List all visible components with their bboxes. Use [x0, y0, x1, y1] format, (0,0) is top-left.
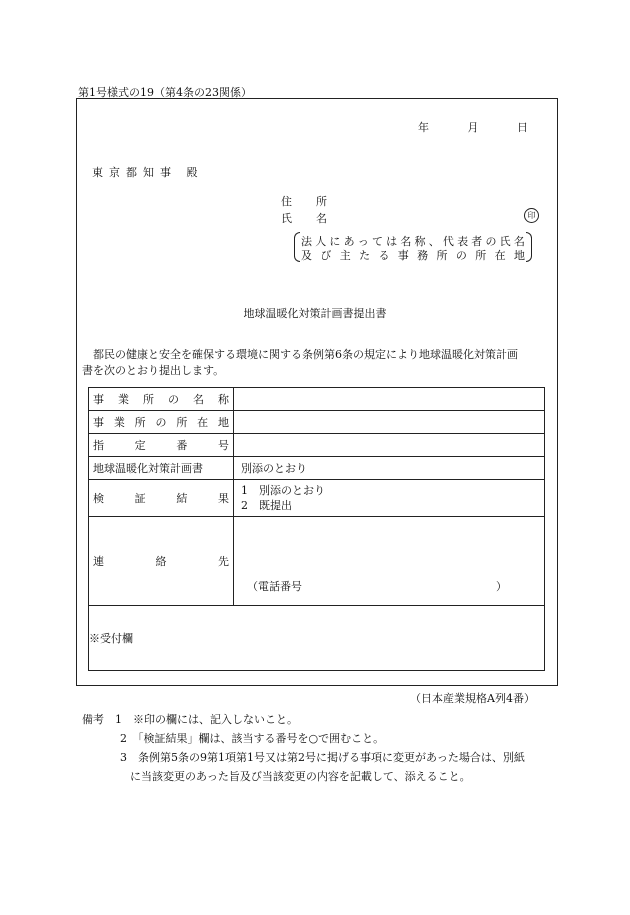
address-label — [281, 193, 327, 209]
note-char: 代 — [442, 235, 454, 248]
label-char: 地 — [217, 416, 229, 429]
label-char: 事 — [93, 393, 104, 406]
note-char: 人 — [315, 235, 327, 248]
office-name-field[interactable] — [234, 388, 545, 411]
date-month: 月 — [467, 121, 479, 134]
note-char: 名 — [400, 235, 412, 248]
address-label-char: 所 — [316, 195, 327, 208]
note-char: て — [371, 235, 383, 248]
note-char: 事 — [397, 249, 409, 262]
plan-value: 別添のとおり — [234, 457, 545, 480]
note-char: 及 — [301, 249, 312, 262]
label-char: 定 — [134, 439, 146, 452]
label-char: 連 — [93, 555, 104, 568]
paper-size-note: （日本産業規格A列4番） — [410, 692, 535, 705]
phone-number-line — [247, 578, 507, 594]
document-title: 地球温暖化対策計画書提出書 — [243, 307, 387, 320]
remarks-heading: 備考 — [82, 713, 104, 726]
name-label-char: 名 — [316, 212, 327, 225]
plan-label: 地球温暖化対策計画書 — [89, 457, 234, 480]
label-char: 在 — [197, 416, 209, 429]
note-char: た — [359, 249, 371, 262]
label-char: 号 — [217, 439, 229, 452]
corporate-note — [294, 232, 532, 262]
corporate-note-line2 — [301, 247, 525, 263]
date-day: 日 — [517, 121, 528, 134]
note-char: 主 — [339, 249, 351, 262]
note-char: 在 — [494, 249, 506, 262]
note-char: 、 — [428, 235, 440, 248]
note-char: の — [455, 249, 467, 262]
addressee: 東京都知事 殿 — [92, 166, 204, 179]
office-name-label — [89, 388, 234, 411]
name-label-char: 氏 — [281, 212, 292, 225]
label-char: 絡 — [155, 555, 167, 568]
table-row — [89, 517, 545, 606]
note-char: び — [320, 249, 332, 262]
label-char: 先 — [218, 555, 229, 568]
note-char: 務 — [417, 249, 429, 262]
verification-option-2[interactable]: 2 既提出 — [241, 499, 292, 512]
note-char: の — [485, 235, 497, 248]
designation-number-label — [89, 434, 234, 457]
body-line1: 都民の健康と安全を確保する環境に関する条例第6条の規定により地球温暖化対策計画 — [93, 348, 518, 361]
label-char: 業 — [118, 393, 129, 406]
note-char: 者 — [471, 235, 483, 248]
body-paragraph — [82, 347, 550, 379]
note-char: 所 — [436, 249, 448, 262]
label-char: 所 — [176, 416, 188, 429]
table-row — [89, 606, 545, 671]
note-char: に — [329, 235, 341, 248]
submission-table — [88, 387, 545, 671]
label-char: の — [155, 416, 167, 429]
note-char: 所 — [475, 249, 487, 262]
verification-option-1[interactable]: 1 別添のとおり — [241, 484, 325, 497]
table-row — [89, 388, 545, 411]
label-char: 所 — [143, 393, 154, 406]
table-row — [89, 457, 545, 480]
table-row — [89, 411, 545, 434]
verification-options[interactable] — [234, 480, 545, 517]
label-char: 業 — [113, 416, 125, 429]
table-row — [89, 434, 545, 457]
note-char: 表 — [457, 235, 469, 248]
form-number: 第1号様式の19（第4条の23関係） — [78, 86, 252, 99]
label-char: 指 — [93, 439, 104, 452]
phone-close: ） — [496, 580, 507, 593]
date-year: 年 — [418, 121, 429, 134]
label-char: 名 — [193, 393, 204, 406]
remark-item-3-line1: 3 条例第5条の9第1項第1号又は第2号に掲げる事項に変更があった場合は、別紙 — [120, 751, 525, 764]
label-char: 事 — [93, 416, 104, 429]
office-location-field[interactable] — [234, 411, 545, 434]
contact-field[interactable] — [234, 517, 545, 606]
address-label-char: 住 — [281, 195, 292, 208]
remark-item-2: 2 「検証結果」欄は、該当する番号を○で囲むこと。 — [120, 732, 385, 745]
label-char: 検 — [93, 492, 104, 505]
note-char: 称 — [414, 235, 426, 248]
note-char: 地 — [513, 249, 525, 262]
body-line2: 書を次のとおり提出します。 — [82, 364, 225, 377]
label-char: 結 — [176, 492, 188, 505]
contact-label — [89, 517, 234, 606]
date-line — [418, 119, 528, 135]
remarks-line1 — [82, 711, 298, 727]
note-char: は — [386, 235, 398, 248]
note-char: 氏 — [499, 235, 511, 248]
office-location-label — [89, 411, 234, 434]
seal-mark: 印 — [524, 208, 539, 223]
label-char: 所 — [134, 416, 146, 429]
note-char: 名 — [513, 235, 525, 248]
receipt-label: ※受付欄 — [89, 632, 133, 645]
note-char: る — [378, 249, 390, 262]
remark-item-3-line2: に当該変更のあった旨及び当該変更の内容を記載して、添えること。 — [130, 770, 471, 783]
label-char: 称 — [218, 393, 229, 406]
label-char: 番 — [176, 439, 188, 452]
phone-open: （電話番号 — [247, 580, 302, 593]
receipt-box — [89, 606, 545, 671]
label-char: の — [168, 393, 179, 406]
note-char: 法 — [301, 235, 312, 248]
verification-label — [89, 480, 234, 517]
remark-item-1: 1 ※印の欄には、記入しないこと。 — [115, 713, 298, 726]
note-char: あ — [343, 235, 355, 248]
designation-number-field[interactable] — [234, 434, 545, 457]
name-label — [281, 210, 327, 226]
note-char: っ — [357, 235, 369, 248]
left-bracket — [294, 232, 300, 262]
label-char: 証 — [134, 492, 146, 505]
right-bracket — [526, 232, 532, 262]
table-row — [89, 480, 545, 517]
label-char: 果 — [217, 492, 229, 505]
